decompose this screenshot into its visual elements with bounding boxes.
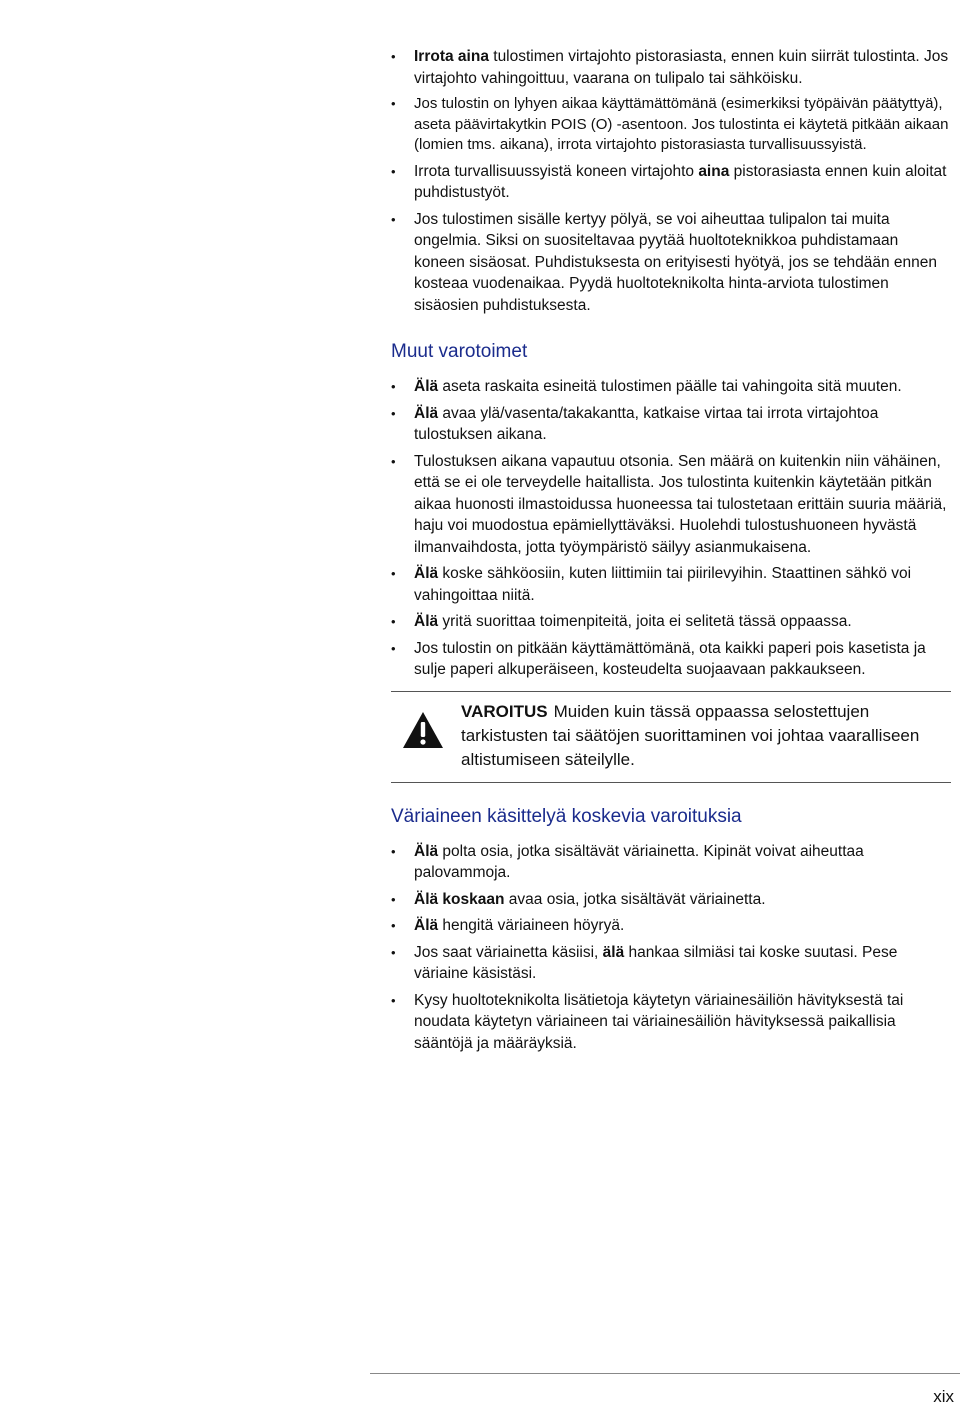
list-item-text: avaa ylä/vasenta/takakantta, katkaise virtaa tai irrota virtajohtoa tulostuksen aikana.: [414, 404, 879, 443]
list-item: [391, 942, 951, 985]
list-item-text: pistorasiasta ennen kuin aloitat puhdistustyöt.: [414, 162, 947, 201]
list-item-text: Kysy huoltoteknikolta lisätietoja käytetyn väriainesäiliön hävityksestä tai noudata käytetyn väriaineen tai väriainesäiliön hävityksessä paikallisia sääntöjä ja määräyksiä.: [414, 991, 904, 1052]
list-item-text: yritä suorittaa toimenpiteitä, joita ei selitetä tässä oppaassa.: [438, 613, 852, 630]
list-item-text: polta osia, jotka sisältävät väriainetta. Kipinät voivat aiheuttaa palovammoja.: [414, 842, 864, 881]
warning-message: Muiden kuin tässä oppaassa selostettujen tarkistusten tai säätöjen suorittaminen voi johtaa vaaralliseen altistumiseen säteilylle.: [461, 701, 920, 769]
list-item: [391, 209, 951, 317]
list-item-text: aseta raskaita esineitä tulostimen päälle tai vahingoita sitä muuten.: [438, 378, 902, 395]
emphasis-text: Älä: [414, 565, 439, 582]
list-item: [391, 841, 951, 884]
list-item-text: Jos tulostimen sisälle kertyy pölyä, se voi aiheuttaa tulipalon tai muita ongelmia. Siksi on suositeltavaa pyytää huoltoteknikkoa puhdistamaan koneen sisäosat. Puhdistuksesta on erityisesti hyötyä, jos se tehdään ennen kosteaa vuodenaikaa. Pyydä huoltoteknikolta hinta-arviota tulostimen sisäosien puhdistuksesta.: [414, 210, 938, 314]
emphasis-text: älä: [602, 943, 625, 961]
warning-box: [391, 691, 951, 783]
list-item-text: avaa osia, jotka sisältävät väriainetta.: [504, 890, 766, 908]
list-item: [391, 46, 951, 89]
list-item-text: koske sähköosiin, kuten liittimiin tai piirilevyihin. Staattinen sähkö voi vahingoittaa niitä.: [414, 565, 912, 604]
emphasis-text: Älä: [414, 378, 439, 395]
list-item-text: Jos tulostin on lyhyen aikaa käyttämättömänä (esimerkiksi työpäivän päätyttyä), aseta päävirtakytkin POIS (O) -asentoon. Jos tulostinta ei käytetä pitkään aikaan (lomien tms. aikana), irrota virtajohto pistorasiasta turvallisuussyistä.: [414, 95, 949, 153]
emphasis-text: Älä: [414, 404, 439, 422]
list-item: [391, 563, 951, 606]
emphasis-text: Älä: [414, 613, 439, 630]
list-item: [391, 161, 951, 204]
list-item: [391, 376, 951, 398]
list-item-text: Jos saat väriainetta käsiisi,: [414, 943, 603, 961]
page-content: [391, 46, 951, 1059]
toner-handling-list: [391, 841, 951, 1055]
power-safety-list: [391, 46, 951, 316]
emphasis-text: Älä: [414, 842, 439, 860]
warning-text: [461, 700, 951, 772]
other-precautions-list: [391, 376, 951, 681]
list-item: [391, 451, 951, 559]
emphasis-text: aina: [698, 162, 730, 180]
list-item: [391, 990, 951, 1055]
list-item: [391, 611, 951, 633]
list-item: [391, 403, 951, 446]
section-heading-toner-handling: Väriaineen käsittelyä koskevia varoituksia: [391, 805, 742, 827]
list-item: [391, 94, 951, 156]
list-item: [391, 638, 951, 681]
warning-triangle-icon: [401, 710, 445, 750]
page-number: xix: [933, 1387, 954, 1406]
list-item: [391, 915, 951, 937]
list-item-text: Tulostuksen aikana vapautuu otsonia. Sen määrä on kuitenkin niin vähäinen, että se ei ole terveydelle haitallista. Jos tulostinta kuitenkin käytetään pitkän aikaa huonosti ilmastoidussa huoneessa tai tulostetaan erittäin suuria määriä, haju voi muodostua epämiellyttäväksi. Huolehdi tulostushuoneen hyvästä ilmanvaihdosta, jotta työympäristö säilyy asianmukaisena.: [414, 452, 947, 556]
list-item-text: Irrota turvallisuussyistä koneen virtajohto: [414, 162, 699, 180]
section-heading-other-precautions: Muut varotoimet: [391, 341, 528, 362]
list-item-text: hankaa silmiäsi tai koske suutasi. Pese väriaine käsistäsi.: [414, 943, 898, 982]
emphasis-text: Irrota aina: [414, 48, 489, 65]
list-item-text: tulostimen virtajohto pistorasiasta, ennen kuin siirrät tulostinta. Jos virtajohto vahingoittuu, vaarana on tulipalo tai sähköisku.: [414, 48, 949, 87]
list-item: [391, 889, 951, 911]
list-item-text: hengitä väriaineen höyryä.: [438, 917, 625, 934]
list-item-text: Jos tulostin on pitkään käyttämättömänä, ota kaikki paperi pois kasetista ja sulje paperi alkuperäiseen, kosteudelta suojaavaan pakkaukseen.: [414, 639, 926, 678]
emphasis-text: Älä koskaan: [414, 890, 505, 908]
warning-label: VAROITUS: [461, 701, 548, 721]
footer-divider: [370, 1373, 960, 1374]
emphasis-text: Älä: [414, 917, 439, 934]
